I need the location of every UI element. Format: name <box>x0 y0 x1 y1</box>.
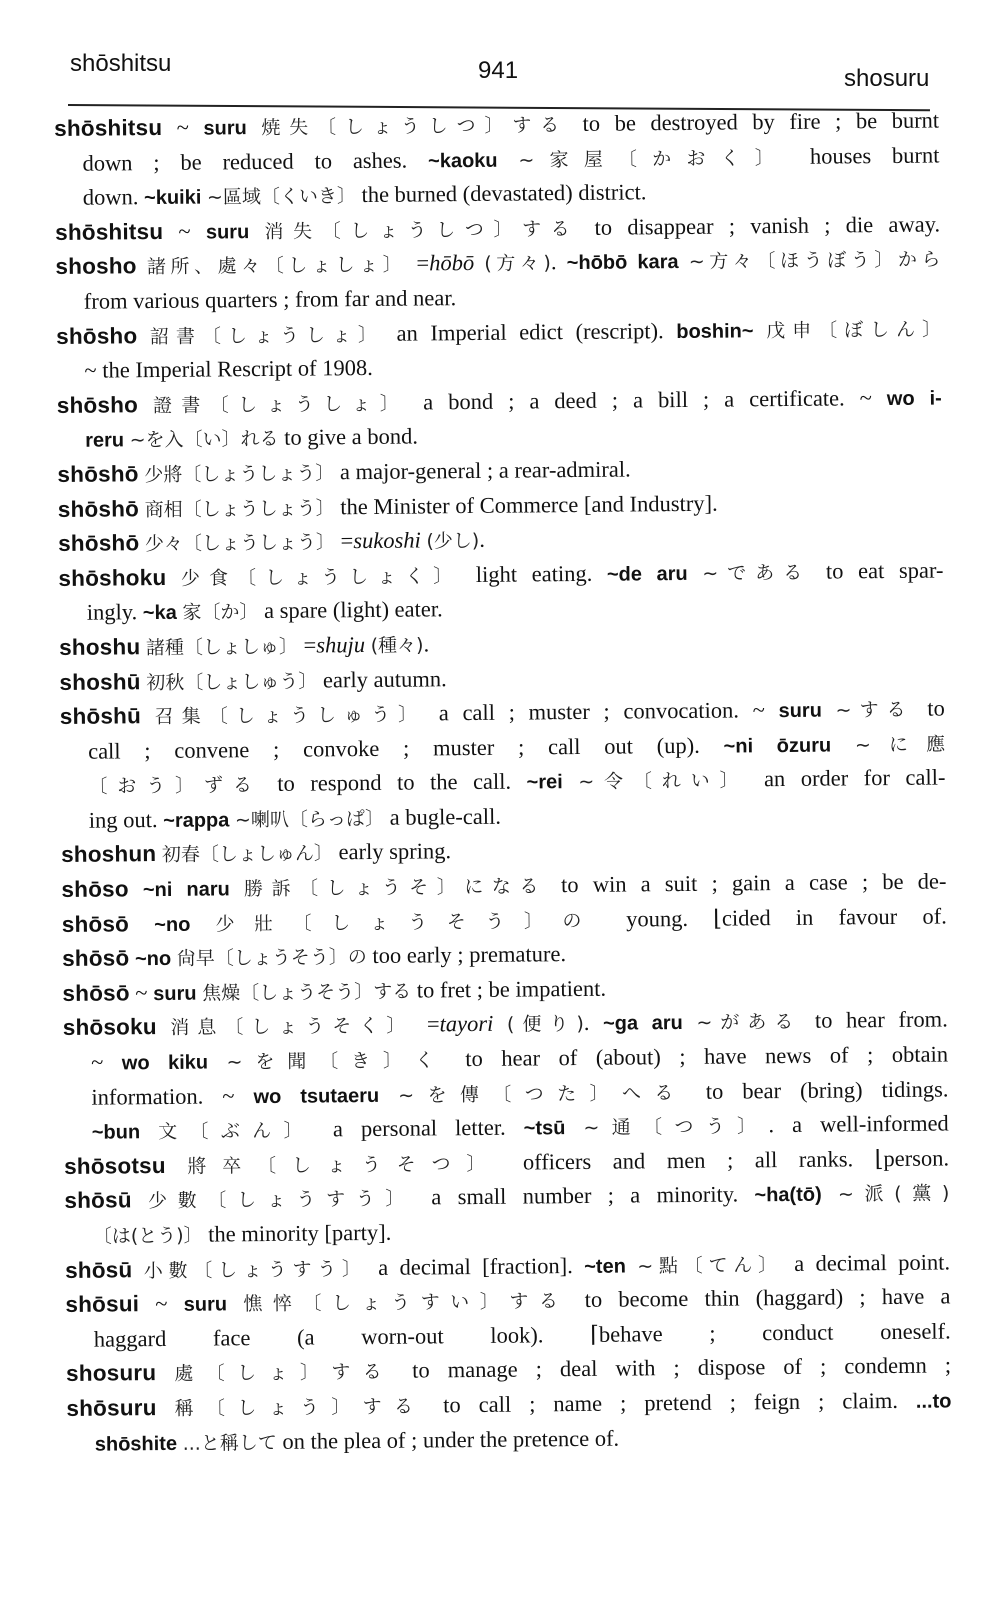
romaji-example: ~no <box>134 948 172 971</box>
definition-text <box>247 114 262 139</box>
headword: shōshitsu <box>54 114 163 141</box>
headword: shōshō <box>58 530 140 557</box>
japanese-text: 戊申〔ぼしん〕 <box>766 318 942 342</box>
japanese-text: 證書〔しょうしょ〕 <box>152 392 409 417</box>
definition-text <box>208 1048 227 1073</box>
japanese-text: 少食〔しょうしょく〕 <box>180 564 462 590</box>
romaji-example: ~bun <box>91 1121 141 1144</box>
definition-text: ing out. <box>88 806 164 833</box>
romaji-example: ~kaoku <box>427 149 498 173</box>
definition-text: = <box>406 250 430 277</box>
definition-text <box>132 1257 144 1282</box>
japanese-text: 焼失〔しょうしつ〕する <box>261 114 569 140</box>
definition-text: = <box>413 1011 440 1038</box>
japanese-text: 初秋〔しょしゅう〕 <box>146 669 318 694</box>
romaji-example: suru <box>183 1293 228 1316</box>
japanese-text: 消失〔しょうしつ〕する <box>264 217 580 243</box>
japanese-text: 消息〔しょうそく〕 <box>170 1015 414 1040</box>
japanese-text: ~に應 <box>854 733 946 757</box>
japanese-text: (便り) <box>506 1013 584 1037</box>
japanese-text: 焦燥〔しょうそう〕する <box>202 980 412 1005</box>
japanese-text: 稱〔しょう〕する <box>174 1395 426 1420</box>
definition-text: . <box>583 1010 604 1036</box>
definition-text <box>157 1014 171 1039</box>
headword: shōsotsu <box>64 1152 166 1179</box>
japanese-text: 少壯〔しょうそう〕の <box>215 909 602 936</box>
japanese-text: ~喇叭〔らっぱ〕 <box>234 807 385 832</box>
page-number: 941 <box>478 57 519 84</box>
definition-text: ~ <box>163 218 207 244</box>
definition-text <box>249 218 264 243</box>
definition-text: information. ~ <box>91 1082 254 1110</box>
headword: shōsho <box>56 391 139 418</box>
definition-text <box>626 1252 638 1277</box>
japanese-text: ~通〔つう〕 <box>583 1115 769 1140</box>
definition-text <box>565 1114 583 1139</box>
romaji-example: reru <box>85 429 125 453</box>
definition-text: . <box>550 249 567 275</box>
definition-text: ~ <box>129 979 154 1006</box>
definition-text: early spring. <box>332 838 452 865</box>
definition-text <box>753 317 766 342</box>
definition-text: a decimal point. <box>782 1249 951 1276</box>
definition-text: . <box>479 527 485 553</box>
definition-text: young. ⌊cided in favour of. <box>600 903 947 932</box>
japanese-text: 勝訴〔しょうそ〕になる <box>243 875 548 901</box>
definition-text: down ; be reduced to ashes. <box>82 147 429 176</box>
romaji-example: ~no <box>154 913 191 936</box>
definition-text: a bugle-call. <box>383 803 502 830</box>
romaji-reference: shuju <box>316 631 366 658</box>
definition-text <box>497 146 518 171</box>
japanese-text: ~區域〔くいき〕 <box>206 185 356 209</box>
japanese-text: ~點〔てん〕 <box>637 1253 783 1278</box>
definition-text: . a well-informed <box>768 1110 949 1138</box>
definition-text: officers and men ; all ranks. ⌊person. <box>501 1145 950 1175</box>
headword: shoshū <box>59 668 141 695</box>
dictionary-entries <box>54 104 952 1462</box>
romaji-example: ~kuiki <box>143 186 202 210</box>
japanese-text: 諸所、處々〔しょしょ〕 <box>146 254 407 279</box>
headword: shōsō <box>62 980 130 1006</box>
japanese-text: 初春〔しょしゅん〕 <box>161 842 334 867</box>
definition-text: from various quarters ; from far and near. <box>83 285 457 314</box>
romaji-example: wo i- <box>886 387 942 410</box>
definition-text <box>683 1009 697 1034</box>
headword: shoshu <box>59 634 141 660</box>
definition-text: to be destroyed by fire ; be burnt <box>567 107 940 137</box>
romaji-example: ~tsū <box>523 1117 566 1140</box>
definition-text <box>379 1081 398 1106</box>
definition-text: to give a bond. <box>278 423 419 451</box>
romaji-example: ~ga aru <box>602 1012 683 1036</box>
definition-text: a personal letter. <box>314 1114 524 1142</box>
japanese-text: 〔は(とう)〕 <box>92 1224 203 1248</box>
japanese-text: ~がある <box>696 1011 802 1035</box>
romaji-example: boshin~ <box>676 319 754 343</box>
definition-text: to hear from. <box>801 1006 948 1034</box>
definition-text: to win a suit ; gain a case ; be de- <box>546 868 947 898</box>
definition-text: the minority [party]. <box>202 1219 392 1247</box>
japanese-text: 憔悴〔しょうすい〕する <box>243 1290 569 1316</box>
japanese-text: ~家屋〔かおく〕 <box>518 146 790 172</box>
japanese-text: 將卒〔しょうそつ〕 <box>187 1152 502 1178</box>
definition-text: to eat spar- <box>811 557 944 584</box>
definition-text: a spare (light) eater. <box>258 596 443 624</box>
romaji-example: ~ten <box>584 1255 626 1278</box>
headword: shōsho <box>56 322 138 349</box>
definition-text <box>688 560 703 585</box>
romaji-reference: hōbō <box>429 250 475 276</box>
definition-text: a call ; muster ; convocation. ~ <box>425 697 779 726</box>
headword: shōso <box>61 876 129 903</box>
definition-text: = <box>334 528 354 554</box>
definition-text: haggard face (a worn-out look). ⌈behave ; conduct oneself. <box>93 1318 951 1352</box>
definition-text <box>563 768 579 793</box>
japanese-text: 〔おう〕ずる <box>88 774 262 798</box>
definition-text: early autumn. <box>317 665 447 692</box>
definition-text <box>166 565 181 590</box>
romaji-example: wo kiku <box>121 1051 209 1075</box>
headword: shōsū <box>64 1187 132 1214</box>
definition-text: ~ the Imperial Rescript of 1908. <box>84 355 373 383</box>
definition-text <box>831 731 855 756</box>
romaji-example: ~rappa <box>163 809 230 832</box>
definition-text: = <box>297 632 317 658</box>
romaji-example: ...to <box>915 1390 952 1413</box>
definition-text: to call ; name ; pretend ; feign ; claim. <box>425 1387 916 1418</box>
japanese-text: (少し) <box>426 530 480 553</box>
headword: shōsō <box>61 910 130 937</box>
headword: shōsuru <box>66 1395 157 1421</box>
romaji-example: suru <box>778 699 822 723</box>
definition-text: ~ <box>139 1290 184 1317</box>
definition-text: a decimal [fraction]. <box>366 1252 585 1280</box>
definition-text: down. <box>82 184 145 210</box>
definition-text <box>822 1181 839 1206</box>
romaji-example: suru <box>203 117 247 140</box>
japanese-text: ~派(黨) <box>837 1182 950 1206</box>
definition-text <box>141 703 155 728</box>
japanese-text: 商相〔しょうしょう〕 <box>144 496 335 521</box>
definition-text: ~ <box>162 114 204 140</box>
definition-text: to <box>913 695 945 721</box>
headword: shoshun <box>61 841 157 868</box>
definition-text: to hear of (about) ; have news of ; obtain <box>446 1041 949 1072</box>
definition-text: call ; convene ; convoke ; muster ; call out (up). <box>88 732 724 764</box>
definition-text <box>156 1360 174 1385</box>
definition-text <box>140 1118 158 1143</box>
japanese-text: (種々) <box>370 634 424 657</box>
definition-text <box>227 1290 243 1315</box>
headword: shosuru <box>65 1360 157 1387</box>
headword: shōsō <box>62 945 130 972</box>
definition-text <box>822 697 836 722</box>
running-head-left: shōshitsu <box>70 50 172 77</box>
definition-text: to become thin (haggard) ; have a <box>568 1283 951 1313</box>
japanese-text: 召集〔しょうしゅう〕 <box>154 703 426 729</box>
romaji-reference: tayori <box>439 1011 494 1037</box>
japanese-text: ~を聞〔き〕く <box>226 1049 447 1074</box>
headword: shōsui <box>65 1291 140 1318</box>
japanese-text: 少將〔しょうしょう〕 <box>144 462 335 487</box>
definition-text <box>190 910 215 935</box>
japanese-text: 少數〔しょうすう〕 <box>147 1187 416 1213</box>
romaji-example: ~rei <box>526 771 563 794</box>
japanese-text: 諸種〔しょしゅ〕 <box>145 635 299 660</box>
japanese-text: ~を入〔い〕れる <box>129 428 279 452</box>
romaji-example: ~ni naru <box>142 878 230 902</box>
headword: shōshitsu <box>55 218 164 245</box>
headword: shosho <box>55 253 137 280</box>
japanese-text: 尙早〔しょうそう〕の <box>176 946 367 971</box>
definition-text: an Imperial edict (rescript). <box>383 317 677 346</box>
definition-text: the Minister of Commerce [and Industry]. <box>334 490 718 519</box>
japanese-text: ~方々〔ほうぼう〕から <box>688 248 941 274</box>
romaji-example: suru <box>153 982 197 1005</box>
japanese-text: 小數〔しょうすう〕 <box>143 1257 367 1282</box>
japanese-text: 文〔ぶん〕 <box>158 1119 316 1144</box>
japanese-text: ~する <box>835 698 914 722</box>
headword: shōshū <box>59 703 142 730</box>
romaji-example: ~ha(tō) <box>754 1184 822 1207</box>
japanese-text: ~を傳〔つた〕へる <box>398 1081 687 1107</box>
definition-text: . <box>423 631 430 657</box>
definition-text: to disappear ; vanish ; die away. <box>579 211 941 240</box>
definition-text: a major-general ; a rear-admiral. <box>334 456 631 485</box>
japanese-text: 詔書〔しょうしょ〕 <box>149 323 385 348</box>
definition-text <box>493 1011 507 1036</box>
romaji-example: ~hōbō kara <box>566 251 679 275</box>
japanese-text: (方々) <box>484 252 552 276</box>
headword: shōshō <box>57 495 140 522</box>
definition-text <box>129 911 154 936</box>
romaji-example: shōshite <box>94 1432 178 1456</box>
definition-text: to fret ; be impatient. <box>411 975 607 1003</box>
definition-text <box>156 1395 174 1420</box>
japanese-text: ...と稱して <box>182 1431 277 1455</box>
definition-text: ingly. <box>86 599 143 626</box>
romaji-example: ~ka <box>142 602 177 625</box>
headword: shōsū <box>64 1256 133 1283</box>
definition-text: houses burnt <box>788 142 940 169</box>
definition-text: to bear (bring) tidings. <box>686 1076 949 1104</box>
headword: shōshoku <box>58 564 167 591</box>
definition-text <box>230 875 244 900</box>
japanese-text: 少々〔しょうしょう〕 <box>144 531 336 556</box>
definition-text <box>129 876 143 901</box>
romaji-example: ~de aru <box>606 562 688 586</box>
definition-text: on the plea of ; under the pretence of. <box>276 1425 620 1454</box>
definition-text <box>678 248 688 273</box>
definition-text: ~ <box>91 1049 122 1075</box>
definition-text: an order for call- <box>748 764 946 792</box>
running-head-right: shosuru <box>844 65 930 92</box>
definition-text: a bond ; a deed ; a bill ; a certificate. ~ <box>408 384 887 415</box>
definition-text: light eating. <box>461 560 608 587</box>
japanese-text: 處〔しょ〕する <box>174 1361 395 1386</box>
definition-text: too early ; premature. <box>366 941 567 969</box>
romaji-example: suru <box>205 220 250 244</box>
definition-text: to respond to the call. <box>261 768 527 797</box>
definition-text <box>132 1188 149 1213</box>
definition-text <box>137 323 150 348</box>
definition-text <box>138 392 153 417</box>
definition-text: to manage ; deal with ; dispose of ; condemn ; <box>394 1352 952 1384</box>
japanese-text: ~である <box>702 561 812 585</box>
definition-text <box>474 250 484 275</box>
definition-text: a small number ; a minority. <box>414 1181 755 1210</box>
japanese-text: 家〔か〕 <box>182 601 259 625</box>
headword: shōsoku <box>62 1014 157 1041</box>
definition-text: the burned (devastated) district. <box>355 179 647 208</box>
definition-text <box>166 1153 188 1178</box>
romaji-example: wo tsutaeru <box>253 1084 380 1108</box>
romaji-example: ~ni ōzuru <box>723 734 832 758</box>
headword: shōshō <box>57 461 139 487</box>
japanese-text: ~令〔れい〕 <box>578 769 749 794</box>
romaji-reference: sukoshi <box>353 527 421 554</box>
